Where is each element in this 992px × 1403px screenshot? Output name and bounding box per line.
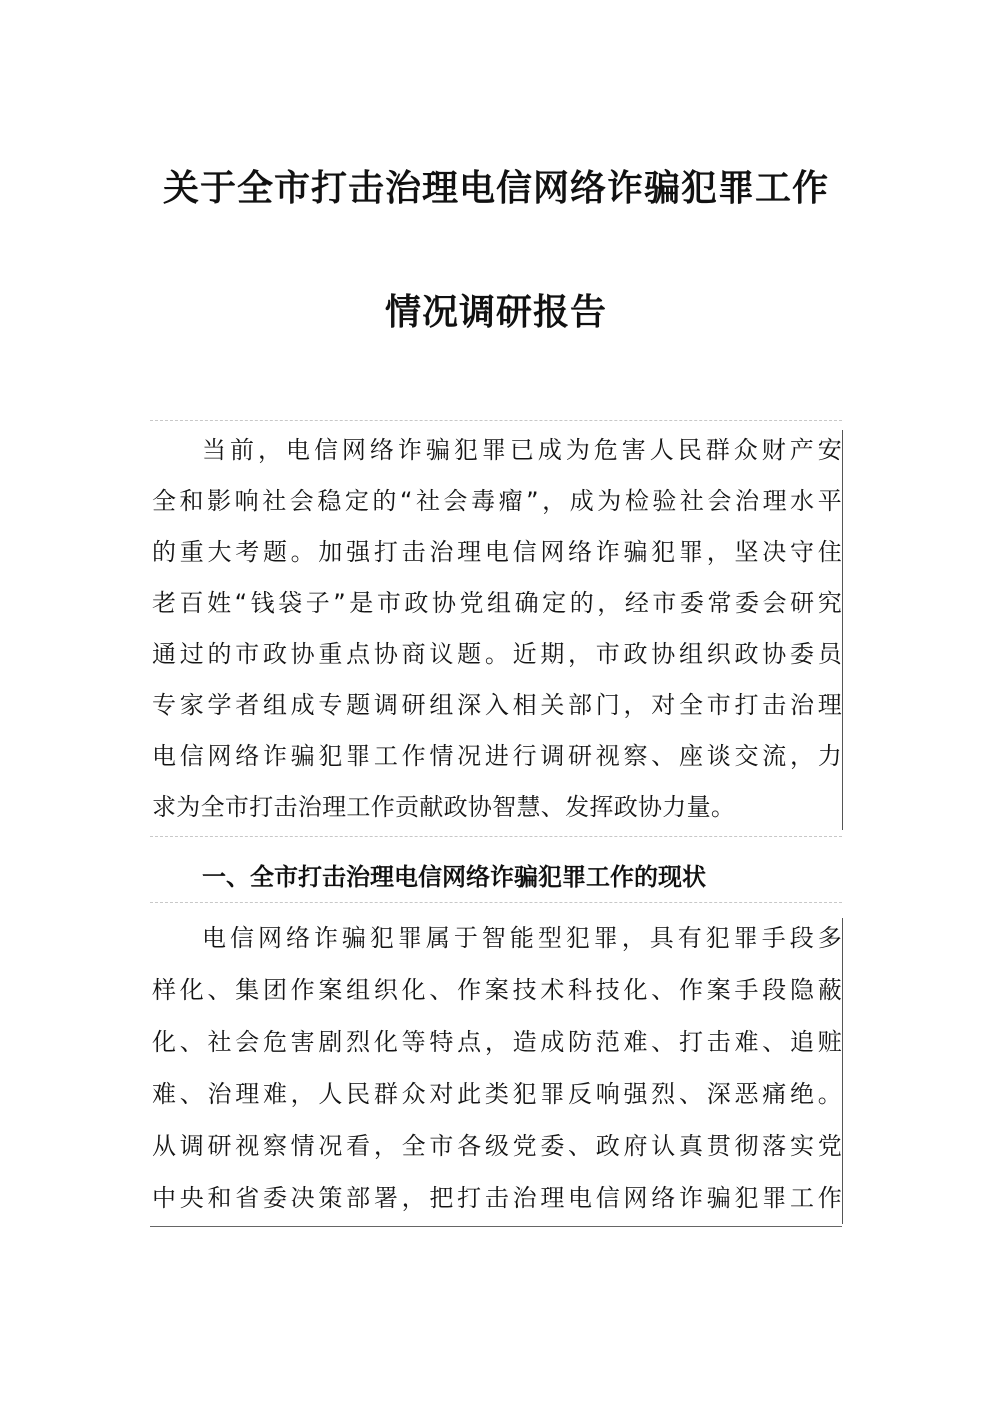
paragraph-2-line: 难、治理难，人民群众对此类犯罪反响强烈、深恶痛绝。 bbox=[152, 1080, 842, 1108]
text-block-edge-line bbox=[842, 430, 843, 830]
block-bottom-rule bbox=[150, 1226, 842, 1227]
block-top-rule bbox=[150, 420, 842, 421]
paragraph-1-line: 当前，电信网络诈骗犯罪已成为危害人民群众财产安 bbox=[202, 436, 842, 464]
paragraph-1-line: 电信网络诈骗犯罪工作情况进行调研视察、座谈交流，力 bbox=[152, 742, 842, 770]
paragraph-2-line: 从调研视察情况看，全市各级党委、政府认真贯彻落实党 bbox=[152, 1132, 842, 1160]
document-title-line-1: 关于全市打击治理电信网络诈骗犯罪工作 bbox=[162, 167, 829, 209]
document-title-line-2: 情况调研报告 bbox=[384, 291, 607, 333]
section-heading-1: 一、全市打击治理电信网络诈骗犯罪工作的现状 bbox=[202, 863, 706, 891]
paragraph-1-line: 全和影响社会稳定的“社会毒瘤”，成为检验社会治理水平 bbox=[152, 487, 842, 515]
paragraph-2-line: 电信网络诈骗犯罪属于智能型犯罪，具有犯罪手段多 bbox=[202, 924, 842, 952]
text-block-edge-line bbox=[842, 918, 843, 1224]
paragraph-2-line: 中央和省委决策部署，把打击治理电信网络诈骗犯罪工作 bbox=[152, 1184, 842, 1212]
paragraph-1-line: 的重大考题。加强打击治理电信网络诈骗犯罪，坚决守住 bbox=[152, 538, 842, 566]
block-separator-rule bbox=[150, 836, 842, 837]
paragraph-1-line: 通过的市政协重点协商议题。近期，市政协组织政协委员 bbox=[152, 640, 842, 668]
paragraph-1-line: 老百姓“钱袋子”是市政协党组确定的，经市委常委会研究 bbox=[152, 589, 842, 617]
block-separator-rule bbox=[150, 902, 842, 903]
paragraph-1-line: 专家学者组成专题调研组深入相关部门，对全市打击治理 bbox=[152, 691, 842, 719]
paragraph-2-line: 样化、集团作案组织化、作案技术科技化、作案手段隐蔽 bbox=[152, 976, 842, 1004]
paragraph-1-line: 求为全市打击治理工作贡献政协智慧、发挥政协力量。 bbox=[152, 793, 736, 821]
paragraph-2-line: 化、社会危害剧烈化等特点，造成防范难、打击难、追赃 bbox=[152, 1028, 842, 1056]
